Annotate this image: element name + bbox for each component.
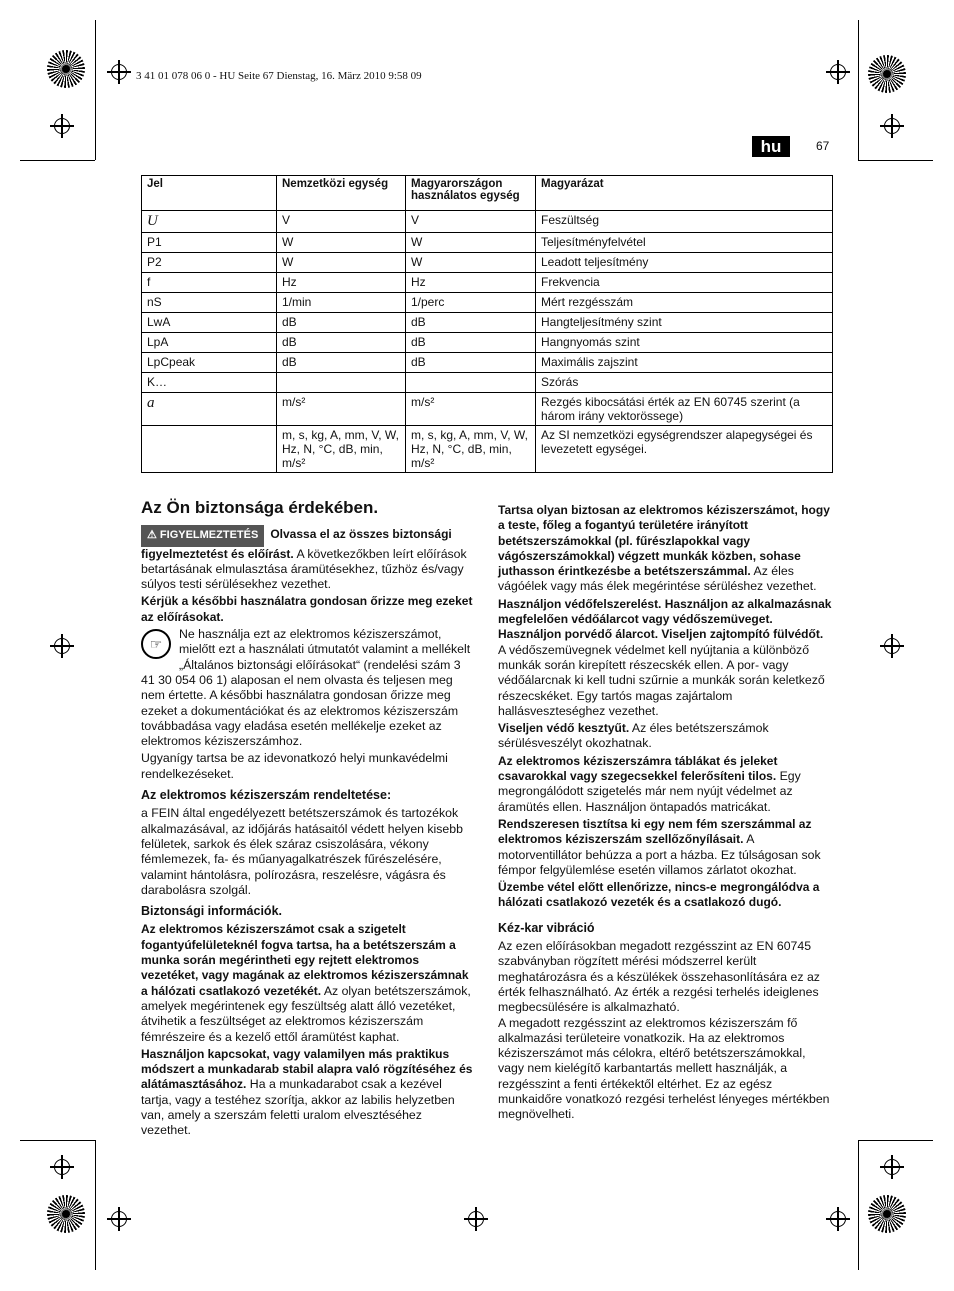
crosshair-mark (826, 60, 850, 84)
table-cell: P2 (142, 253, 277, 273)
language-tab: hu (752, 136, 790, 157)
table-cell: 1/perc (406, 293, 536, 313)
table-cell: U (142, 211, 277, 233)
table-row (142, 313, 833, 333)
table-cell: Az SI nemzetközi egységrendszer alapegységei és levezetett egységei. (536, 426, 833, 473)
table-cell: Teljesítményfelvétel (536, 233, 833, 253)
table-cell: W (277, 253, 406, 273)
units-table (141, 175, 833, 473)
crop-mark (20, 160, 95, 161)
table-row (142, 373, 833, 393)
safety-instruction: Az elektromos kéziszerszámra táblákat és jeleket csavarokkal vagy szegecsekkel felerősíteni tilos. (498, 753, 778, 784)
registration-disc-top-right (868, 55, 906, 93)
table-cell: m/s² (406, 393, 536, 426)
warning-heading: Olvassa el az összes biztonsági figyelmeztetést és előírást. (141, 527, 452, 561)
safety-instruction: Tartsa olyan biztosan az elektromos kéziszerszámot, hogy a teste, főleg a fogantyú területére irányított betétszerszámokkal (pl. fűrészlapokkal vagy vágószerszámokkal) végzett munkák közben, sohase juthasson érintkezésbe a betétszerszámmal. (498, 503, 830, 579)
warning-triangle-icon: ⚠ (147, 529, 160, 542)
table-cell: LwA (142, 313, 277, 333)
safety-text: Ha a munkadarabot csak a kezével tartja, vagy a testéhez szorítja, akkor az labilis helyzetben van, amely a szerszám feletti uralom elvesztéséhez vezethet. (141, 1077, 455, 1138)
crosshair-mark (107, 60, 131, 84)
table-row (142, 426, 833, 473)
print-info-line: 3 41 01 078 06 0 - HU Seite 67 Dienstag, 16. März 2010 9:58 09 (136, 70, 422, 82)
crosshair-mark (107, 1207, 131, 1231)
table-cell: dB (406, 333, 536, 353)
table-cell: dB (277, 333, 406, 353)
crosshair-mark (50, 114, 74, 138)
safety-heading: Biztonsági információk. (141, 904, 282, 919)
crosshair-mark (464, 1207, 488, 1231)
manual-text: Ne használja ezt az elektromos kéziszerszámot, mielőtt ezt a használati útmutatót valamint a mellékelt „Általános biztonsági előírásokat“ (rendelési szám 3 41 30 054 06 1) alaposan el nem olvasta és teljesen meg nem értette. A későbbi használatra gondosan őrizze meg ezeket a dokumentációkat és az elektromos kéziszerszám továbbadása vagy eladása esetén mellékelje ezeket az elektromos kéziszerszámhoz. (141, 627, 471, 749)
regulations-text: Ugyanígy tartsa be az idevonatkozó helyi munkavédelmi rendelkezéseket. (141, 751, 448, 781)
read-manual-icon: ☞ (141, 629, 171, 659)
table-cell: W (277, 233, 406, 253)
safety-text: A védőszemüvegnek védelmet kell nyújtania a különböző munkák során kirepített részecskék ellen. A por- vagy védőálarcnak ki kell tudni szűrnie a munkák során keletkező részecskéket. Egy tartós magas zajártalom hallásveszteséghez vezethet. (498, 642, 825, 718)
table-header-cell: Jel (142, 176, 277, 211)
safety-text: Egy megrongálódott szigetelés már nem nyújt védelmet az áramütés ellen. Használjon öntapadós matricákat. (498, 769, 801, 814)
table-cell (277, 373, 406, 393)
table-cell: Hangteljesítmény szint (536, 313, 833, 333)
table-header-cell: Magyarázat (536, 176, 833, 211)
registration-disc-top-left (47, 50, 85, 88)
safety-instruction: Használjon védőfelszerelést. Használjon az alkalmazásnak megfelelően védőálarcot vagy védőszemüveget. (498, 596, 832, 627)
table-row (142, 353, 833, 373)
crosshair-mark (880, 114, 904, 138)
safety-instruction: Rendszeresen tisztítsa ki egy nem fém szerszámmal az elektromos kéziszerszám szellőzőnyílásait. (498, 816, 812, 847)
table-cell: 1/min (277, 293, 406, 313)
registration-disc-bottom-left (47, 1195, 85, 1233)
safety-instruction: Üzembe vétel előtt ellenőrizze, nincs-e megrongálódva a hálózati csatlakozó vezeték és a csatlakozó dugó. (498, 880, 820, 910)
table-cell: Frekvencia (536, 273, 833, 293)
table-cell: V (406, 211, 536, 233)
table-row (142, 253, 833, 273)
table-cell (142, 426, 277, 473)
safety-text: Az éles vágóélek vagy más élek megérintése sérüléshez vezethet. (498, 564, 817, 594)
purpose-heading: Az elektromos kéziszerszám rendeltetése: (141, 788, 392, 803)
table-cell (406, 373, 536, 393)
crosshair-mark (50, 634, 74, 658)
crop-mark (858, 1140, 933, 1141)
table-cell: LpA (142, 333, 277, 353)
table-cell: dB (406, 313, 536, 333)
table-cell: Hz (406, 273, 536, 293)
table-cell: dB (277, 353, 406, 373)
crosshair-mark (880, 634, 904, 658)
warning-text: A következőkben leírt előírások betartásának elmulasztása áramütésekhez, tűzhöz és/vagy súlyos testi sérülésekhez vezethet. (141, 546, 467, 592)
table-cell: f (142, 273, 277, 293)
table-row (142, 211, 833, 233)
crop-mark (858, 20, 859, 160)
keep-instructions: Kérjük a későbbi használatra gondosan őrizze meg ezeket az előírásokat. (141, 594, 473, 624)
table-cell: Hz (277, 273, 406, 293)
table-cell: P1 (142, 233, 277, 253)
safety-instruction: Az elektromos kéziszerszámot csak a szigetelt fogantyúfelületeknél fogva tartsa, ha a betétszerszám a munka során megérintheti egy rejtett elektromos vezetéket, vagy magának az elektromos kéziszerszámnak a hálózati csatlakozó vezetékét. (141, 922, 469, 998)
table-cell: W (406, 233, 536, 253)
purpose-text: a FEIN által engedélyezett betétszerszámok és tartozékok alkalmazásával, az időjárás hatásaitól védett helyen kisebb felületek, sarkok és élek száraz csiszolására, vékony fémlemezek, fa- és műanyagalkatrészek fűrészelésére, valamint hántolásra, polírozásra, reszelésre, vágásra és darabolásra szolgál. (141, 806, 463, 897)
safety-text: Az éles betétszerszámok sérülésveszélyt okozhatnak. (498, 721, 769, 751)
table-cell: dB (406, 353, 536, 373)
table-cell: V (277, 211, 406, 233)
table-cell: Maximális zajszint (536, 353, 833, 373)
table-cell: W (406, 253, 536, 273)
right-column (498, 503, 833, 1125)
table-cell: Hangnyomás szint (536, 333, 833, 353)
table-cell: Leadott teljesítmény (536, 253, 833, 273)
table-row (142, 393, 833, 426)
table-cell: m, s, kg, A, mm, V, W, Hz, N, °C, dB, min, m/s² (406, 426, 536, 473)
vibration-text: Az ezen előírásokban megadott rezgésszint az EN 60745 szabványban rögzített mérési módszerrel került meghatározásra és a készülékek összehasonlítására ez az érték felhasználható. Az érték a rezgési terhelés ideiglenes megbecsülésére is alkalmazható. (498, 939, 820, 1015)
section-title: Az Ön biztonsága érdekében. (141, 498, 379, 517)
table-row (142, 233, 833, 253)
safety-instruction: Használjon porvédő álarcot. Viseljen zajtompító fülvédőt. (498, 627, 824, 642)
vibration-text: A megadott rezgésszint az elektromos kéziszerszám fő alkalmazási területeire vonatkozik. Ha az elektromos kéziszerszámot más célokra, eltérő betétszerszámokkal, vagy nem kielégítő karbantartás mellett használják, a rezgésszint a fenti értékektől eltérhet. Ez az egész munkaidőre vonatkozó rezgési terhelést lényeges mértékben megnövelheti. (498, 1015, 830, 1122)
table-header-row (142, 176, 833, 211)
table-header-cell: Magyarországon használatos egység (406, 176, 536, 211)
table-row (142, 333, 833, 353)
registration-disc-bottom-right (868, 1195, 906, 1233)
crosshair-mark (826, 1207, 850, 1231)
table-cell: Mért rezgésszám (536, 293, 833, 313)
table-cell: dB (277, 313, 406, 333)
table-cell: a (142, 393, 277, 426)
crop-mark (95, 1140, 96, 1270)
crop-mark (858, 160, 933, 161)
safety-text: A motorventillátor behúzza a port a házba. Ez túlságosan sok fémpor felgyülemlése esetén villamos zárlatot okozhat. (498, 832, 821, 877)
table-cell: Szórás (536, 373, 833, 393)
crosshair-mark (50, 1155, 74, 1179)
table-cell: m/s² (277, 393, 406, 426)
table-cell: K… (142, 373, 277, 393)
table-row (142, 273, 833, 293)
table-header-cell: Nemzetközi egység (277, 176, 406, 211)
table-body (142, 211, 833, 473)
table-cell: m, s, kg, A, mm, V, W, Hz, N, °C, dB, min, m/s² (277, 426, 406, 473)
safety-instruction: Használjon kapcsokat, vagy valamilyen más praktikus módszert a munkadarab stabil alapra való rögzítéséhez és alátámasztásához. (141, 1046, 473, 1092)
safety-text: Az olyan betétszerszámok, amelyek megérintenek egy feszültség alatt álló vezetéket, átvihetik a feszültséget az elektromos kéziszerszám fémrészeire és a kezelő ettől áramütést kaphat. (141, 983, 471, 1044)
table-cell: LpCpeak (142, 353, 277, 373)
crop-mark (858, 1140, 859, 1270)
table-cell: Rezgés kibocsátási érték az EN 60745 szerint (a három irány vektorössege) (536, 393, 833, 426)
crosshair-mark (880, 1155, 904, 1179)
crop-mark (20, 1140, 95, 1141)
vibration-heading: Kéz-kar vibráció (498, 920, 595, 935)
table-cell: Feszültség (536, 211, 833, 233)
warning-label: ⚠ FIGYELMEZTETÉS (141, 525, 264, 546)
safety-instruction: Viseljen védő kesztyűt. (498, 721, 630, 736)
left-column (141, 500, 474, 1141)
page-number: 67 (816, 139, 830, 153)
table-cell: nS (142, 293, 277, 313)
crop-mark (95, 20, 96, 160)
table-row (142, 293, 833, 313)
